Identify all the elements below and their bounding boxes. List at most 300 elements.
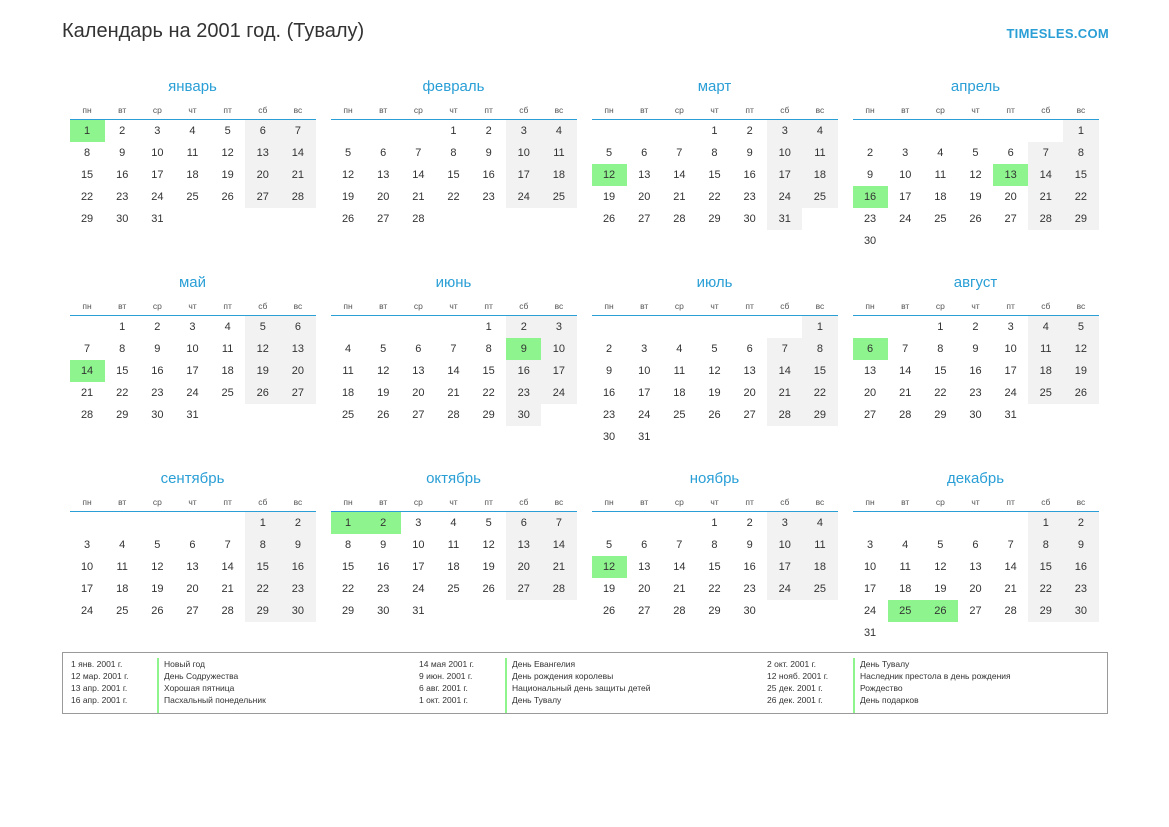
day-cell[interactable]: 16 [116, 169, 129, 181]
day-cell[interactable]: 8 [937, 343, 944, 355]
day-cell[interactable]: 26 [482, 583, 495, 595]
day-cell[interactable]: 14 [70, 360, 105, 382]
day-cell[interactable]: 25 [1028, 382, 1063, 404]
day-cell[interactable]: 18 [802, 556, 837, 578]
day-cell[interactable]: 2 [746, 125, 753, 137]
day-cell[interactable]: 4 [541, 120, 576, 143]
day-cell[interactable]: 20 [863, 387, 877, 399]
day-cell[interactable]: 28 [1028, 208, 1063, 230]
day-cell[interactable]: 20 [412, 387, 425, 399]
day-cell[interactable]: 30 [151, 409, 164, 421]
day-cell[interactable]: 27 [638, 605, 651, 617]
day-cell[interactable]: 26 [245, 382, 280, 404]
day-cell[interactable]: 19 [341, 191, 355, 203]
day-cell[interactable]: 3 [1007, 321, 1014, 333]
day-cell[interactable]: 13 [245, 142, 280, 164]
day-cell[interactable]: 12 [934, 561, 947, 573]
day-cell[interactable]: 10 [863, 561, 877, 573]
day-cell[interactable]: 14 [899, 365, 912, 377]
day-cell[interactable]: 14 [447, 365, 460, 377]
day-cell[interactable]: 15 [116, 365, 129, 377]
day-cell[interactable]: 17 [151, 169, 164, 181]
day-cell[interactable]: 12 [708, 365, 721, 377]
day-cell[interactable]: 19 [708, 387, 721, 399]
day-cell[interactable]: 2 [280, 512, 315, 535]
day-cell[interactable]: 7 [84, 343, 91, 355]
day-cell[interactable]: 23 [1063, 578, 1098, 600]
day-cell[interactable]: 20 [638, 191, 651, 203]
day-cell[interactable]: 6 [746, 343, 753, 355]
day-cell[interactable]: 25 [541, 186, 576, 208]
day-cell[interactable]: 9 [119, 147, 126, 159]
day-cell[interactable]: 15 [708, 169, 721, 181]
day-cell[interactable]: 12 [245, 338, 280, 360]
day-cell[interactable]: 15 [341, 561, 355, 573]
day-cell[interactable]: 20 [969, 583, 982, 595]
day-cell[interactable]: 11 [934, 169, 947, 181]
day-cell[interactable]: 16 [853, 186, 888, 208]
day-cell[interactable]: 9 [746, 539, 753, 551]
day-cell[interactable]: 2 [867, 147, 874, 159]
day-cell[interactable]: 15 [802, 360, 837, 382]
day-cell[interactable]: 6 [245, 120, 280, 143]
day-cell[interactable]: 1 [245, 512, 280, 535]
day-cell[interactable]: 10 [186, 343, 199, 355]
day-cell[interactable]: 11 [116, 561, 128, 573]
day-cell[interactable]: 13 [186, 561, 199, 573]
day-cell[interactable]: 20 [186, 583, 199, 595]
day-cell[interactable]: 29 [1063, 208, 1098, 230]
day-cell[interactable]: 10 [899, 169, 912, 181]
day-cell[interactable]: 15 [1063, 164, 1098, 186]
day-cell[interactable]: 22 [1063, 186, 1098, 208]
day-cell[interactable]: 20 [743, 387, 756, 399]
day-cell[interactable]: 22 [708, 191, 721, 203]
day-cell[interactable]: 28 [1004, 605, 1017, 617]
day-cell[interactable]: 2 [746, 517, 753, 529]
day-cell[interactable]: 29 [1028, 600, 1063, 622]
day-cell[interactable]: 12 [592, 164, 627, 186]
day-cell[interactable]: 28 [280, 186, 315, 208]
day-cell[interactable]: 4 [189, 125, 196, 137]
day-cell[interactable]: 13 [412, 365, 425, 377]
day-cell[interactable]: 12 [151, 561, 164, 573]
day-cell[interactable]: 31 [767, 208, 802, 230]
day-cell[interactable]: 11 [221, 343, 234, 355]
day-cell[interactable]: 23 [280, 578, 315, 600]
day-cell[interactable]: 30 [743, 605, 756, 617]
day-cell[interactable]: 19 [245, 360, 280, 382]
day-cell[interactable]: 9 [485, 147, 492, 159]
day-cell[interactable]: 19 [1063, 360, 1098, 382]
day-cell[interactable]: 22 [80, 191, 94, 203]
day-cell[interactable]: 10 [80, 561, 94, 573]
day-cell[interactable]: 11 [802, 142, 837, 164]
day-cell[interactable]: 31 [1004, 409, 1017, 421]
day-cell[interactable]: 19 [969, 191, 982, 203]
day-cell[interactable]: 5 [1063, 316, 1098, 339]
day-cell[interactable]: 22 [482, 387, 495, 399]
day-cell[interactable]: 15 [1028, 556, 1063, 578]
day-cell[interactable]: 17 [899, 191, 912, 203]
day-cell[interactable]: 30 [1063, 600, 1098, 622]
day-cell[interactable]: 7 [1007, 539, 1014, 551]
day-cell[interactable]: 26 [969, 213, 982, 225]
day-cell[interactable]: 27 [969, 605, 982, 617]
day-cell[interactable]: 4 [802, 120, 837, 143]
day-cell[interactable]: 27 [377, 213, 390, 225]
day-cell[interactable]: 19 [934, 583, 947, 595]
day-cell[interactable]: 5 [972, 147, 979, 159]
day-cell[interactable]: 4 [119, 539, 126, 551]
day-cell[interactable]: 17 [80, 583, 94, 595]
day-cell[interactable]: 28 [673, 213, 686, 225]
day-cell[interactable]: 19 [602, 191, 616, 203]
day-cell[interactable]: 5 [606, 539, 613, 551]
day-cell[interactable]: 3 [84, 539, 91, 551]
day-cell[interactable]: 14 [412, 169, 425, 181]
day-cell[interactable]: 17 [638, 387, 651, 399]
day-cell[interactable]: 2 [366, 512, 401, 535]
day-cell[interactable]: 22 [116, 387, 129, 399]
day-cell[interactable]: 1 [331, 512, 366, 535]
day-cell[interactable]: 1 [1063, 120, 1098, 143]
day-cell[interactable]: 9 [380, 539, 387, 551]
day-cell[interactable]: 23 [116, 191, 129, 203]
day-cell[interactable]: 27 [245, 186, 280, 208]
day-cell[interactable]: 18 [116, 583, 129, 595]
day-cell[interactable]: 31 [412, 605, 425, 617]
day-cell[interactable]: 18 [673, 387, 686, 399]
day-cell[interactable]: 3 [902, 147, 909, 159]
day-cell[interactable]: 25 [341, 409, 355, 421]
day-cell[interactable]: 27 [638, 213, 651, 225]
day-cell[interactable]: 8 [119, 343, 126, 355]
day-cell[interactable]: 2 [506, 316, 541, 339]
day-cell[interactable]: 11 [342, 365, 354, 377]
day-cell[interactable]: 12 [592, 556, 627, 578]
day-cell[interactable]: 31 [638, 431, 651, 443]
day-cell[interactable]: 14 [673, 169, 686, 181]
day-cell[interactable]: 8 [1063, 142, 1098, 164]
day-cell[interactable]: 5 [606, 147, 613, 159]
day-cell[interactable]: 11 [1028, 338, 1063, 360]
day-cell[interactable]: 4 [802, 512, 837, 535]
day-cell[interactable]: 6 [380, 147, 387, 159]
day-cell[interactable]: 28 [412, 213, 425, 225]
day-cell[interactable]: 12 [341, 169, 355, 181]
day-cell[interactable]: 25 [221, 387, 234, 399]
day-cell[interactable]: 30 [116, 213, 129, 225]
day-cell[interactable]: 6 [506, 512, 541, 535]
day-cell[interactable]: 17 [863, 583, 877, 595]
day-cell[interactable]: 7 [676, 539, 683, 551]
day-cell[interactable]: 28 [673, 605, 686, 617]
day-cell[interactable]: 27 [280, 382, 315, 404]
day-cell[interactable]: 8 [450, 147, 457, 159]
day-cell[interactable]: 7 [676, 147, 683, 159]
day-cell[interactable]: 28 [899, 409, 912, 421]
day-cell[interactable]: 13 [506, 534, 541, 556]
day-cell[interactable]: 7 [224, 539, 231, 551]
day-cell[interactable]: 9 [280, 534, 315, 556]
day-cell[interactable]: 7 [1028, 142, 1063, 164]
day-cell[interactable]: 21 [899, 387, 912, 399]
day-cell[interactable]: 18 [541, 164, 576, 186]
day-cell[interactable]: 25 [673, 409, 686, 421]
day-cell[interactable]: 4 [676, 343, 683, 355]
day-cell[interactable]: 22 [341, 583, 355, 595]
day-cell[interactable]: 24 [186, 387, 199, 399]
day-cell[interactable]: 13 [377, 169, 390, 181]
day-cell[interactable]: 11 [186, 147, 199, 159]
day-cell[interactable]: 8 [711, 147, 718, 159]
day-cell[interactable]: 1 [119, 321, 126, 333]
day-cell[interactable]: 26 [602, 605, 616, 617]
day-cell[interactable]: 26 [1063, 382, 1098, 404]
day-cell[interactable]: 16 [280, 556, 315, 578]
day-cell[interactable]: 26 [221, 191, 234, 203]
day-cell[interactable]: 14 [673, 561, 686, 573]
day-cell[interactable]: 21 [447, 387, 460, 399]
day-cell[interactable]: 2 [154, 321, 161, 333]
day-cell[interactable]: 27 [506, 578, 541, 600]
day-cell[interactable]: 21 [673, 583, 686, 595]
day-cell[interactable]: 28 [541, 578, 576, 600]
day-cell[interactable]: 13 [638, 561, 651, 573]
day-cell[interactable]: 17 [412, 561, 425, 573]
day-cell[interactable]: 16 [743, 169, 756, 181]
day-cell[interactable]: 23 [863, 213, 877, 225]
day-cell[interactable]: 3 [189, 321, 196, 333]
day-cell[interactable]: 3 [767, 512, 802, 535]
day-cell[interactable]: 12 [377, 365, 390, 377]
day-cell[interactable]: 21 [1028, 186, 1063, 208]
day-cell[interactable]: 9 [746, 147, 753, 159]
day-cell[interactable]: 24 [638, 409, 651, 421]
day-cell[interactable]: 8 [345, 539, 352, 551]
day-cell[interactable]: 3 [867, 539, 874, 551]
day-cell[interactable]: 2 [1063, 512, 1098, 535]
day-cell[interactable]: 21 [80, 387, 94, 399]
day-cell[interactable]: 25 [802, 186, 837, 208]
day-cell[interactable]: 25 [802, 578, 837, 600]
day-cell[interactable]: 24 [506, 186, 541, 208]
day-cell[interactable]: 23 [602, 409, 616, 421]
day-cell[interactable]: 21 [673, 191, 686, 203]
day-cell[interactable]: 24 [541, 382, 576, 404]
day-cell[interactable]: 28 [221, 605, 234, 617]
day-cell[interactable]: 8 [711, 539, 718, 551]
day-cell[interactable]: 14 [280, 142, 315, 164]
day-cell[interactable]: 7 [280, 120, 315, 143]
day-cell[interactable]: 22 [802, 382, 837, 404]
day-cell[interactable]: 31 [151, 213, 164, 225]
day-cell[interactable]: 22 [245, 578, 280, 600]
day-cell[interactable]: 7 [767, 338, 802, 360]
day-cell[interactable]: 3 [541, 316, 576, 339]
day-cell[interactable]: 14 [541, 534, 576, 556]
day-cell[interactable]: 21 [280, 164, 315, 186]
day-cell[interactable]: 3 [641, 343, 648, 355]
day-cell[interactable]: 5 [224, 125, 231, 137]
day-cell[interactable]: 10 [767, 142, 802, 164]
day-cell[interactable]: 5 [345, 147, 352, 159]
day-cell[interactable]: 1 [70, 120, 105, 143]
day-cell[interactable]: 6 [1007, 147, 1014, 159]
day-cell[interactable]: 5 [245, 316, 280, 339]
day-cell[interactable]: 30 [280, 600, 315, 622]
day-cell[interactable]: 14 [1028, 164, 1063, 186]
day-cell[interactable]: 1 [711, 517, 718, 529]
day-cell[interactable]: 6 [280, 316, 315, 339]
day-cell[interactable]: 2 [972, 321, 979, 333]
day-cell[interactable]: 22 [934, 387, 947, 399]
day-cell[interactable]: 6 [641, 147, 648, 159]
day-cell[interactable]: 4 [450, 517, 457, 529]
day-cell[interactable]: 1 [802, 316, 837, 339]
day-cell[interactable]: 9 [1063, 534, 1098, 556]
day-cell[interactable]: 12 [482, 539, 495, 551]
day-cell[interactable]: 29 [245, 600, 280, 622]
day-cell[interactable]: 4 [1028, 316, 1063, 339]
day-cell[interactable]: 15 [708, 561, 721, 573]
day-cell[interactable]: 9 [154, 343, 161, 355]
day-cell[interactable]: 21 [767, 382, 802, 404]
day-cell[interactable]: 5 [711, 343, 718, 355]
day-cell[interactable]: 16 [602, 387, 616, 399]
day-cell[interactable]: 21 [1004, 583, 1017, 595]
day-cell[interactable]: 6 [972, 539, 979, 551]
day-cell[interactable]: 24 [899, 213, 912, 225]
day-cell[interactable]: 29 [80, 213, 94, 225]
day-cell[interactable]: 19 [602, 583, 616, 595]
day-cell[interactable]: 20 [245, 164, 280, 186]
day-cell[interactable]: 29 [116, 409, 129, 421]
day-cell[interactable]: 25 [186, 191, 199, 203]
day-cell[interactable]: 24 [151, 191, 164, 203]
day-cell[interactable]: 21 [541, 556, 576, 578]
day-cell[interactable]: 16 [743, 561, 756, 573]
day-cell[interactable]: 5 [380, 343, 387, 355]
day-cell[interactable]: 11 [802, 534, 837, 556]
day-cell[interactable]: 30 [506, 404, 541, 426]
day-cell[interactable]: 27 [863, 409, 877, 421]
day-cell[interactable]: 22 [1028, 578, 1063, 600]
day-cell[interactable]: 26 [602, 213, 616, 225]
day-cell[interactable]: 3 [506, 120, 541, 143]
day-cell[interactable]: 18 [899, 583, 912, 595]
day-cell[interactable]: 30 [377, 605, 390, 617]
day-cell[interactable]: 7 [450, 343, 457, 355]
day-cell[interactable]: 8 [84, 147, 91, 159]
day-cell[interactable]: 10 [1004, 343, 1017, 355]
day-cell[interactable]: 6 [853, 338, 888, 360]
day-cell[interactable]: 1 [937, 321, 944, 333]
day-cell[interactable]: 14 [221, 561, 234, 573]
day-cell[interactable]: 19 [482, 561, 495, 573]
day-cell[interactable]: 7 [541, 512, 576, 535]
day-cell[interactable]: 17 [506, 164, 541, 186]
day-cell[interactable]: 5 [937, 539, 944, 551]
day-cell[interactable]: 18 [934, 191, 947, 203]
day-cell[interactable]: 25 [934, 213, 947, 225]
day-cell[interactable]: 4 [345, 343, 352, 355]
day-cell[interactable]: 31 [863, 627, 877, 639]
day-cell[interactable]: 27 [186, 605, 199, 617]
day-cell[interactable]: 12 [969, 169, 982, 181]
day-cell[interactable]: 8 [485, 343, 492, 355]
day-cell[interactable]: 1 [450, 125, 457, 137]
day-cell[interactable]: 25 [447, 583, 460, 595]
day-cell[interactable]: 14 [767, 360, 802, 382]
day-cell[interactable]: 13 [743, 365, 756, 377]
day-cell[interactable]: 24 [1004, 387, 1017, 399]
day-cell[interactable]: 29 [482, 409, 495, 421]
day-cell[interactable]: 10 [541, 338, 576, 360]
day-cell[interactable]: 19 [221, 169, 234, 181]
day-cell[interactable]: 26 [377, 409, 390, 421]
day-cell[interactable]: 21 [221, 583, 234, 595]
day-cell[interactable]: 10 [506, 142, 541, 164]
day-cell[interactable]: 31 [186, 409, 199, 421]
day-cell[interactable]: 1 [1028, 512, 1063, 535]
day-cell[interactable]: 16 [969, 365, 982, 377]
day-cell[interactable]: 25 [116, 605, 129, 617]
day-cell[interactable]: 23 [377, 583, 390, 595]
day-cell[interactable]: 7 [415, 147, 422, 159]
day-cell[interactable]: 20 [280, 360, 315, 382]
day-cell[interactable]: 23 [151, 387, 164, 399]
day-cell[interactable]: 13 [993, 164, 1028, 186]
day-cell[interactable]: 7 [902, 343, 909, 355]
day-cell[interactable]: 9 [867, 169, 874, 181]
day-cell[interactable]: 24 [412, 583, 425, 595]
day-cell[interactable]: 29 [802, 404, 837, 426]
day-cell[interactable]: 27 [412, 409, 425, 421]
day-cell[interactable]: 4 [937, 147, 944, 159]
day-cell[interactable]: 30 [602, 431, 616, 443]
day-cell[interactable]: 9 [506, 338, 541, 360]
day-cell[interactable]: 17 [541, 360, 576, 382]
day-cell[interactable]: 6 [415, 343, 422, 355]
day-cell[interactable]: 3 [154, 125, 161, 137]
day-cell[interactable]: 9 [606, 365, 613, 377]
day-cell[interactable]: 12 [1063, 338, 1098, 360]
day-cell[interactable]: 18 [802, 164, 837, 186]
day-cell[interactable]: 15 [447, 169, 460, 181]
day-cell[interactable]: 17 [186, 365, 199, 377]
day-cell[interactable]: 22 [708, 583, 721, 595]
day-cell[interactable]: 27 [1004, 213, 1017, 225]
day-cell[interactable]: 4 [902, 539, 909, 551]
day-cell[interactable]: 8 [1028, 534, 1063, 556]
day-cell[interactable]: 30 [969, 409, 982, 421]
day-cell[interactable]: 10 [767, 534, 802, 556]
day-cell[interactable]: 19 [377, 387, 390, 399]
day-cell[interactable]: 5 [485, 517, 492, 529]
day-cell[interactable]: 15 [80, 169, 94, 181]
day-cell[interactable]: 16 [1063, 556, 1098, 578]
day-cell[interactable]: 4 [224, 321, 231, 333]
day-cell[interactable]: 13 [969, 561, 982, 573]
day-cell[interactable]: 18 [447, 561, 460, 573]
day-cell[interactable]: 29 [708, 605, 721, 617]
day-cell[interactable]: 8 [245, 534, 280, 556]
day-cell[interactable]: 27 [743, 409, 756, 421]
day-cell[interactable]: 12 [221, 147, 234, 159]
day-cell[interactable]: 16 [151, 365, 164, 377]
